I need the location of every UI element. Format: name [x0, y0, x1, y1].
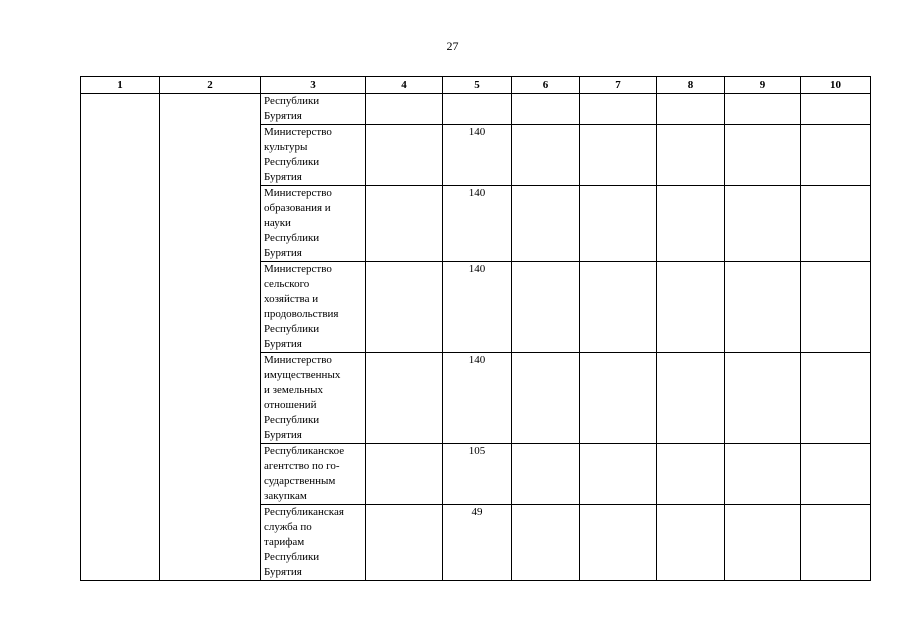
table-cell-col10: [801, 444, 871, 505]
table-cell-col4: [366, 262, 443, 353]
table-cell-col7: [580, 262, 657, 353]
column-header: 4: [366, 77, 443, 94]
table-cell-col10: [801, 353, 871, 444]
table-cell-col4: [366, 186, 443, 262]
table-cell-col7: [580, 444, 657, 505]
column-header: 7: [580, 77, 657, 94]
column-header: 1: [81, 77, 160, 94]
value-cell: 140: [443, 125, 512, 186]
table-cell-col7: [580, 505, 657, 581]
page-number: 27: [446, 39, 459, 53]
table-cell-col2: [160, 94, 261, 581]
value-cell: 140: [443, 353, 512, 444]
table-cell-col9: [725, 186, 801, 262]
organization-name-cell: Министерство образования и науки Республики Бурятия: [261, 186, 366, 262]
table-cell-col8: [657, 262, 725, 353]
column-header: 10: [801, 77, 871, 94]
table-body: [81, 94, 871, 581]
table-cell-col4: [366, 353, 443, 444]
organization-name-cell: Республики Бурятия: [261, 94, 366, 125]
value-cell: 49: [443, 505, 512, 581]
table-cell-col4: [366, 94, 443, 125]
data-table: [80, 76, 871, 581]
table-cell-col9: [725, 505, 801, 581]
table-cell-col6: [512, 262, 580, 353]
table-cell-col1: [81, 94, 160, 581]
column-header: 9: [725, 77, 801, 94]
table-cell-col8: [657, 125, 725, 186]
table-cell-col9: [725, 262, 801, 353]
table-cell-col4: [366, 125, 443, 186]
table-cell-col7: [580, 353, 657, 444]
organization-name-cell: Министерство имущественных и земельных отношений Республики Бурятия: [261, 353, 366, 444]
table-cell-col10: [801, 186, 871, 262]
table-cell-col6: [512, 186, 580, 262]
table-cell-col6: [512, 505, 580, 581]
table-cell-col10: [801, 125, 871, 186]
value-cell: 140: [443, 262, 512, 353]
column-header: 6: [512, 77, 580, 94]
table-cell-col4: [366, 444, 443, 505]
table-cell-col10: [801, 94, 871, 125]
value-cell: [443, 94, 512, 125]
organization-name-cell: Министерство культуры Республики Бурятия: [261, 125, 366, 186]
table-cell-col7: [580, 125, 657, 186]
value-cell: 105: [443, 444, 512, 505]
organization-name-cell: Республиканская служба по тарифам Республики Бурятия: [261, 505, 366, 581]
table-cell-col10: [801, 505, 871, 581]
table-cell-col7: [580, 94, 657, 125]
column-header: 8: [657, 77, 725, 94]
table-cell-col7: [580, 186, 657, 262]
table-cell-col6: [512, 94, 580, 125]
table-header-row: [81, 77, 871, 94]
table-row: [81, 94, 871, 125]
organization-name-cell: Республиканское агентство по го- сударственным закупкам: [261, 444, 366, 505]
table-cell-col9: [725, 94, 801, 125]
column-header: 2: [160, 77, 261, 94]
table-cell-col9: [725, 353, 801, 444]
table-cell-col8: [657, 444, 725, 505]
table-cell-col9: [725, 125, 801, 186]
table-cell-col6: [512, 444, 580, 505]
table-cell-col8: [657, 94, 725, 125]
table-cell-col8: [657, 505, 725, 581]
table-cell-col6: [512, 353, 580, 444]
value-cell: 140: [443, 186, 512, 262]
table-cell-col6: [512, 125, 580, 186]
table-cell-col10: [801, 262, 871, 353]
table-cell-col4: [366, 505, 443, 581]
column-header: 3: [261, 77, 366, 94]
table-cell-col8: [657, 353, 725, 444]
column-header: 5: [443, 77, 512, 94]
table-cell-col9: [725, 444, 801, 505]
table-cell-col8: [657, 186, 725, 262]
organization-name-cell: Министерство сельского хозяйства и продовольствия Республики Бурятия: [261, 262, 366, 353]
